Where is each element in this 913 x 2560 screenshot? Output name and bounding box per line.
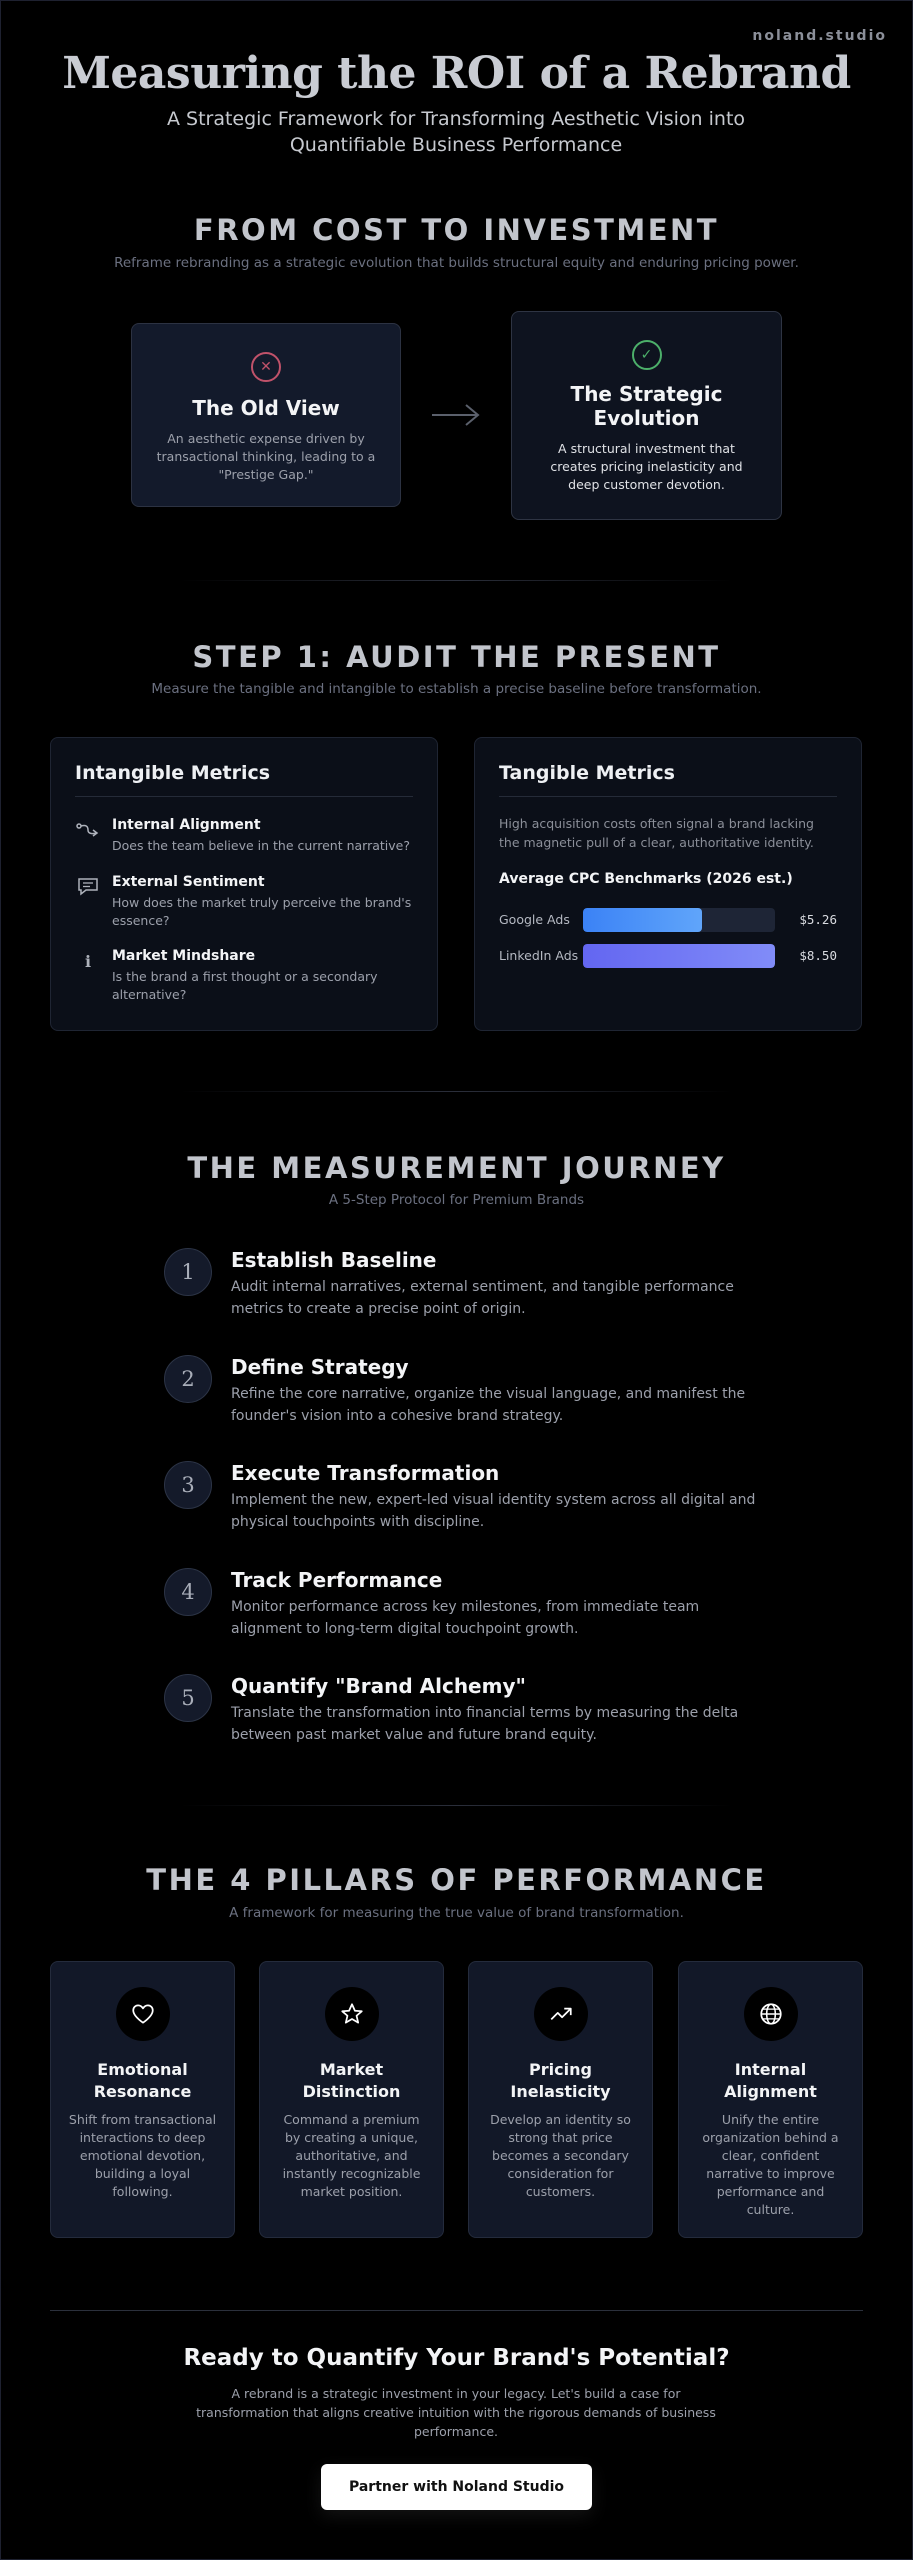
step-number: 5 (164, 1674, 212, 1722)
metric-description: How does the market truly perceive the brand's essence? (112, 895, 412, 928)
old-view-text: An aesthetic expense driven by transactional thinking, leading to a "Prestige Gap." (156, 431, 376, 482)
pillar-card-market-distinction (259, 1961, 444, 2238)
cta-text: A rebrand is a strategic investment in your legacy. Let's build a case for transformation that aligns creative intuition with the rigorous demands of business performance. (196, 2386, 716, 2439)
card-divider (75, 796, 413, 797)
metric-internal-alignment (75, 817, 413, 861)
step-title: Define Strategy (231, 1355, 409, 1379)
cpc-bar-track (583, 908, 775, 932)
metric-title: External Sentiment (112, 874, 265, 890)
brand-logo[interactable]: noland.studio (752, 28, 887, 44)
x-circle-icon: ✕ (251, 352, 281, 382)
pillar-title: Pricing Inelasticity (510, 2060, 611, 2101)
pillar-title: Internal Alignment (724, 2060, 817, 2101)
cpc-benchmarks-title: Average CPC Benchmarks (2026 est.) (499, 871, 793, 887)
journey-step (164, 1568, 764, 1648)
step-description: Monitor performance across key milestones, from immediate team alignment to long-term digital touchpoint growth. (231, 1599, 700, 1637)
step-description: Translate the transformation into financial terms by measuring the delta between past market value and future brand equity. (231, 1705, 739, 1743)
journey-step (164, 1248, 764, 1328)
section-title-audit: STEP 1: AUDIT THE PRESENT (192, 640, 721, 674)
section-subtitle-audit: Measure the tangible and intangible to establish a precise baseline before transformation. (151, 681, 762, 697)
metric-description: Does the team believe in the current narrative? (112, 838, 410, 853)
section-title-pillars: THE 4 PILLARS OF PERFORMANCE (146, 1863, 767, 1897)
pillar-card-emotional-resonance (50, 1961, 235, 2238)
pillar-card-pricing-inelasticity (468, 1961, 653, 2238)
cta-title: Ready to Quantify Your Brand's Potential? (183, 2345, 730, 2371)
new-view-title: The Strategic Evolution (570, 382, 723, 430)
journey-step (164, 1674, 764, 1754)
section-subtitle-pillars: A framework for measuring the true value of brand transformation. (229, 1905, 684, 1921)
step-number: 4 (164, 1568, 212, 1616)
cpc-label: Google Ads (499, 912, 570, 927)
step-number: 2 (164, 1355, 212, 1403)
chat-icon (75, 876, 101, 898)
section-divider (180, 1805, 733, 1806)
globe-icon (744, 1987, 798, 2041)
tangible-description: High acquisition costs often signal a brand lacking the magnetic pull of a clear, authoritative identity. (499, 816, 814, 850)
section-title-cost: FROM COST TO INVESTMENT (193, 213, 720, 247)
metric-title: Internal Alignment (112, 817, 261, 833)
trending-up-icon (534, 1987, 588, 2041)
tangible-metrics-card (474, 737, 862, 1031)
old-view-card (131, 323, 401, 507)
cpc-bar-fill (583, 908, 702, 932)
cpc-bar-track (583, 944, 775, 968)
cpc-row-google (499, 908, 837, 932)
section-subtitle-cost: Reframe rebranding as a strategic evolution that builds structural equity and enduring pricing power. (114, 255, 799, 271)
journey-step (164, 1461, 764, 1541)
journey-step (164, 1355, 764, 1435)
step-title: Execute Transformation (231, 1461, 500, 1485)
metric-external-sentiment (75, 874, 413, 930)
step-title: Track Performance (231, 1568, 443, 1592)
step-description: Implement the new, expert-led visual identity system across all digital and physical touchpoints with discipline. (231, 1492, 756, 1530)
cta-divider (50, 2310, 863, 2311)
partner-button[interactable]: Partner with Noland Studio (321, 2464, 592, 2510)
star-icon (325, 1987, 379, 2041)
cpc-value: $8.50 (799, 948, 837, 963)
pillar-description: Command a premium by creating a unique, authoritative, and instantly recognizable market position. (282, 2112, 421, 2199)
metric-market-mindshare (75, 948, 413, 1004)
section-title-journey: THE MEASUREMENT JOURNEY (187, 1151, 726, 1185)
section-divider (180, 1091, 733, 1092)
new-view-card (511, 311, 782, 520)
cpc-label: LinkedIn Ads (499, 948, 579, 963)
page-title: Measuring the ROI of a Rebrand (62, 48, 851, 99)
intangible-title: Intangible Metrics (75, 762, 271, 784)
step-description: Audit internal narratives, external sentiment, and tangible performance metrics to create a precise point of origin. (231, 1279, 734, 1317)
pillar-description: Unify the entire organization behind a clear, confident narrative to improve performance and culture. (702, 2112, 839, 2217)
pillar-card-internal-alignment (678, 1961, 863, 2238)
card-divider (499, 796, 837, 797)
cpc-row-linkedin (499, 944, 837, 968)
metric-description: Is the brand a first thought or a secondary alternative? (112, 969, 378, 1002)
info-icon: i (84, 952, 92, 971)
metric-title: Market Mindshare (112, 948, 256, 964)
pillar-description: Develop an identity so strong that price becomes a secondary consideration for customers. (490, 2112, 631, 2199)
step-title: Establish Baseline (231, 1248, 437, 1272)
step-number: 3 (164, 1461, 212, 1509)
pillar-description: Shift from transactional interactions to deep emotional devotion, building a loyal following. (68, 2112, 217, 2199)
intangible-metrics-card (50, 737, 438, 1031)
pillar-title: Emotional Resonance (93, 2060, 192, 2101)
heart-icon (116, 1987, 170, 2041)
tangible-title: Tangible Metrics (499, 762, 675, 784)
step-number: 1 (164, 1248, 212, 1296)
pillar-title: Market Distinction (302, 2060, 401, 2101)
section-subtitle-journey: A 5-Step Protocol for Premium Brands (328, 1192, 585, 1208)
route-icon (75, 819, 101, 841)
cpc-bar-fill (583, 944, 775, 968)
old-view-title: The Old View (192, 396, 340, 420)
new-view-text: A structural investment that creates pricing inelasticity and deep customer devotion. (550, 441, 743, 492)
check-circle-icon: ✓ (632, 340, 662, 370)
step-description: Refine the core narrative, organize the visual language, and manifest the founder's vision into a cohesive brand strategy. (231, 1386, 746, 1424)
cpc-value: $5.26 (799, 912, 837, 927)
section-divider (180, 580, 733, 581)
arrow-right-icon (430, 400, 482, 430)
step-title: Quantify "Brand Alchemy" (231, 1674, 526, 1698)
page-subtitle: A Strategic Framework for Transforming Aesthetic Vision into Quantifiable Business Performance (166, 108, 746, 156)
